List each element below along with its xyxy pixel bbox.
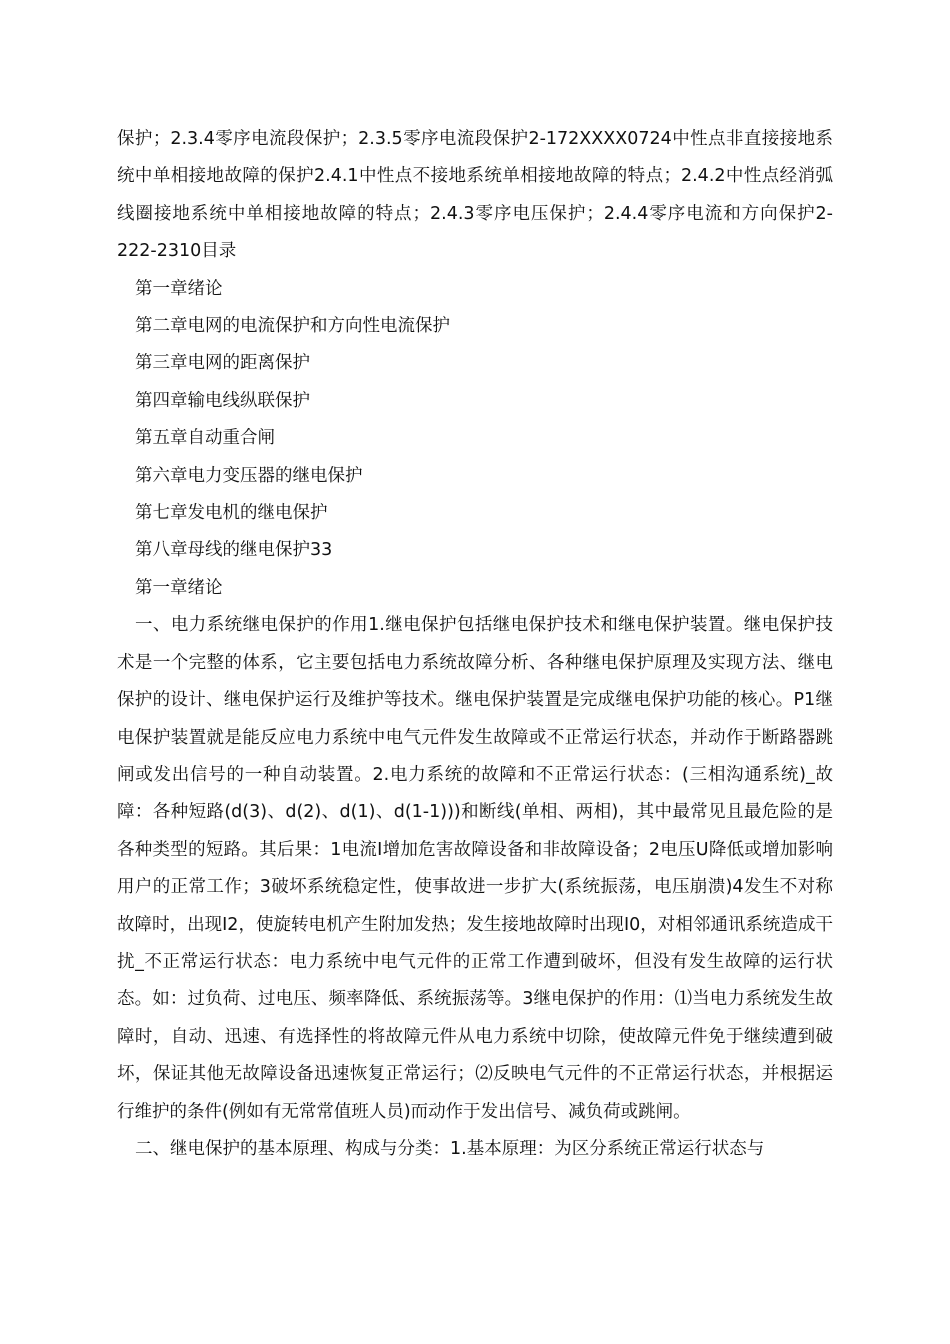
table-of-contents — [117, 271, 833, 570]
toc-item-chapter-5: 第五章自动重合闸 — [135, 428, 275, 449]
section-two-paragraph: 二、继电保护的基本原理、构成与分类：1.基本原理：为区分系统正常运行状态与 — [135, 1138, 765, 1159]
toc-item-chapter-8: 第八章母线的继电保护33 — [135, 540, 333, 561]
chapter-heading: 第一章绪论 — [135, 577, 223, 598]
toc-item-chapter-4: 第四章输电线纵联保护 — [135, 390, 310, 411]
section-one-paragraph: 一、电力系统继电保护的作用1.继电保护包括继电保护技术和继电保护装置。继电保护技术是一个完整的体系，它主要包括电力系统故障分析、各种继电保护原理及实现方法、继电保护的设计、继电保护运行及维护等技术。继电保护装置是完成继电保护功能的核心。P1继电保护装置就是能反应电力系统中电气元件发生故障或不正常运行状态，并动作于断路器跳闸或发出信号的一种自动装置。2.电力系统的故障和不正常运行状态：(三相沟通系统)_故障：各种短路(d(3)、d(2)、d(1)、d(1-1)))和断线(单相、两相)，其中最常见且最危险的是各种类型的短路。其后果：1电流I增加危害故障设备和非故障设备；2电压U降低或增加影响用户的正常工作；3破坏系统稳定性，使事故进一步扩大(系统振荡，电压崩溃)4发生不对称故障时，出现I2，使旋转电机产生附加发热；发生接地故障时出现I0，对相邻通讯系统造成干扰_不正常运行状态：电力系统中电气元件的正常工作遭到破坏，但没有发生故障的运行状态。如：过负荷、过电压、频率降低、系统振荡等。3继电保护的作用：⑴当电力系统发生故障时，自动、迅速、有选择性的将故障元件从电力系统中切除，使故障元件免于继续遭到破坏，保证其他无故障设备迅速恢复正常运行；⑵反映电气元件的不正常运行状态，并根据运行维护的条件(例如有无常常值班人员)而动作于发出信号、减负荷或跳闸。 — [117, 615, 833, 1122]
toc-item-chapter-3: 第三章电网的距离保护 — [135, 353, 310, 374]
toc-item-chapter-1: 第一章绪论 — [135, 278, 223, 299]
intro-paragraph: 保护；2.3.4零序电流段保护；2.3.5零序电流段保护2-172XXXX0724中性点非直接接地系统中单相接地故障的保护2.4.1中性点不接地系统单相接地故障的特点；2.4.2中性点经消弧线圈接地系统中单相接地故障的特点；2.4.3零序电压保护；2.4.4零序电流和方向保护2-222-2310目录 — [117, 129, 833, 262]
toc-item-chapter-2: 第二章电网的电流保护和方向性电流保护 — [135, 316, 450, 337]
toc-item-chapter-6: 第六章电力变压器的继电保护 — [135, 465, 363, 486]
toc-item-chapter-7: 第七章发电机的继电保护 — [135, 503, 328, 524]
document-page — [117, 121, 833, 1168]
